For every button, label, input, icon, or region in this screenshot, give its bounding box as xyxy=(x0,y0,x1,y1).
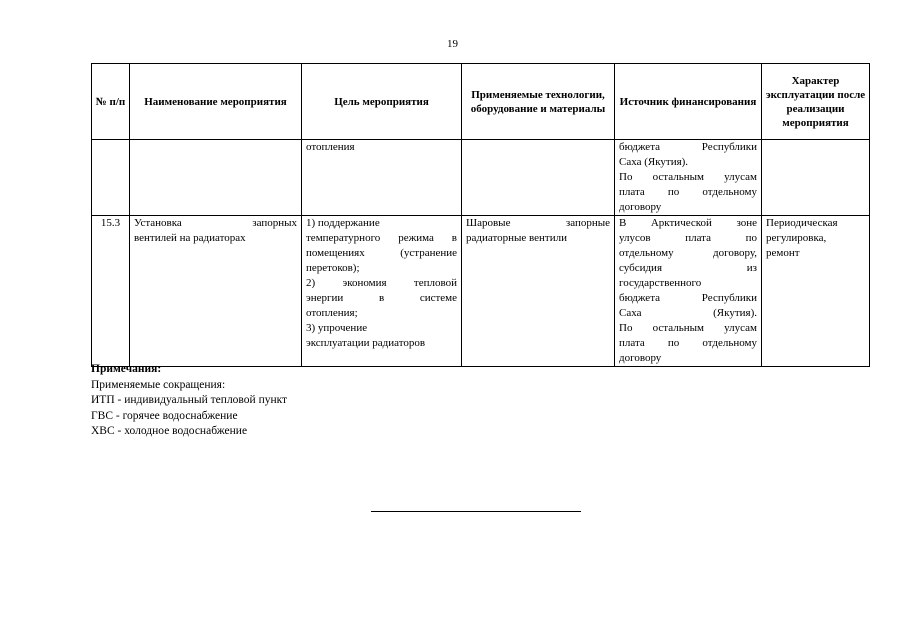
cell-line: По остальным улусам xyxy=(619,171,757,183)
cell-line: эксплуатации радиаторов xyxy=(306,337,426,349)
cell-line: В Арктической зоне xyxy=(619,217,757,229)
cell-line: Периодическая xyxy=(766,217,838,229)
header-num: № п/п xyxy=(92,64,130,140)
cell-line: Саха (Якутия). xyxy=(619,156,689,168)
cell-line: отопления; xyxy=(306,307,358,319)
cell-num: 15.3 xyxy=(92,216,130,367)
cell-goal xyxy=(302,140,462,216)
notes-item: ХВС - холодное водоснабжение xyxy=(91,425,248,437)
cell-line: перетоков); xyxy=(306,262,360,274)
cell-line: радиаторные вентили xyxy=(466,232,568,244)
cell-goal xyxy=(302,216,462,367)
cell-line: плата по отдельному xyxy=(619,337,757,349)
cell-name xyxy=(130,216,302,367)
cell-line: регулировка, xyxy=(766,232,827,244)
cell-technology xyxy=(462,216,615,367)
notes-item: ГВС - горячее водоснабжение xyxy=(91,409,238,422)
cell-name xyxy=(130,140,302,216)
cell-line: улусов плата по xyxy=(619,232,757,244)
cell-line: Установка запорных xyxy=(134,217,297,229)
header-character: Характер эксплуатации после реализации мероприятия xyxy=(762,64,870,140)
table-row-15-3 xyxy=(92,216,870,367)
cell-line: бюджета Республики xyxy=(619,141,757,153)
page-number: 19 xyxy=(447,38,458,50)
closing-rule xyxy=(371,511,581,512)
cell-line: Саха (Якутия). xyxy=(619,307,757,319)
cell-line: бюджета Республики xyxy=(619,292,757,304)
cell-line: вентилей на радиаторах xyxy=(134,232,246,244)
notes-item: ИТП - индивидуальный тепловой пункт xyxy=(91,394,288,406)
cell-line: Шаровые запорные xyxy=(466,217,610,229)
header-goal: Цель мероприятия xyxy=(302,64,462,140)
cell-line: 3) упрочение xyxy=(306,322,368,334)
cell-line: 1) поддержание xyxy=(306,217,380,229)
header-name: Наименование мероприятия xyxy=(130,64,302,140)
cell-line: субсидия из xyxy=(619,262,757,274)
cell-line: помещениях (устранение xyxy=(306,247,457,259)
cell-line: договору xyxy=(619,352,662,364)
measures-table xyxy=(91,63,870,367)
cell-line: По остальным улусам xyxy=(619,322,757,334)
notes-intro: Применяемые сокращения: xyxy=(91,378,226,391)
table-header-row xyxy=(92,64,870,140)
cell-line: температурного режима в xyxy=(306,232,457,244)
cell-line: ремонт xyxy=(766,247,800,259)
cell-technology xyxy=(462,140,615,216)
notes-section xyxy=(91,362,287,440)
notes-heading: Примечания: xyxy=(91,363,162,375)
cell-line: плата по отдельному xyxy=(619,186,757,198)
header-finance: Источник финансирования xyxy=(615,64,762,140)
cell-line: государственного xyxy=(619,277,702,289)
cell-line: отдельному договору, xyxy=(619,247,757,259)
cell-character xyxy=(762,140,870,216)
cell-line: отопления xyxy=(306,141,355,153)
cell-character xyxy=(762,216,870,367)
cell-line: договору xyxy=(619,201,662,213)
header-technology: Применяемые технологии, оборудование и материалы xyxy=(462,64,615,140)
cell-finance xyxy=(615,140,762,216)
cell-line: энергии в системе xyxy=(306,292,457,304)
cell-num xyxy=(92,140,130,216)
cell-finance xyxy=(615,216,762,367)
cell-line: 2) экономия тепловой xyxy=(306,277,457,289)
table-row-continuation xyxy=(92,140,870,216)
